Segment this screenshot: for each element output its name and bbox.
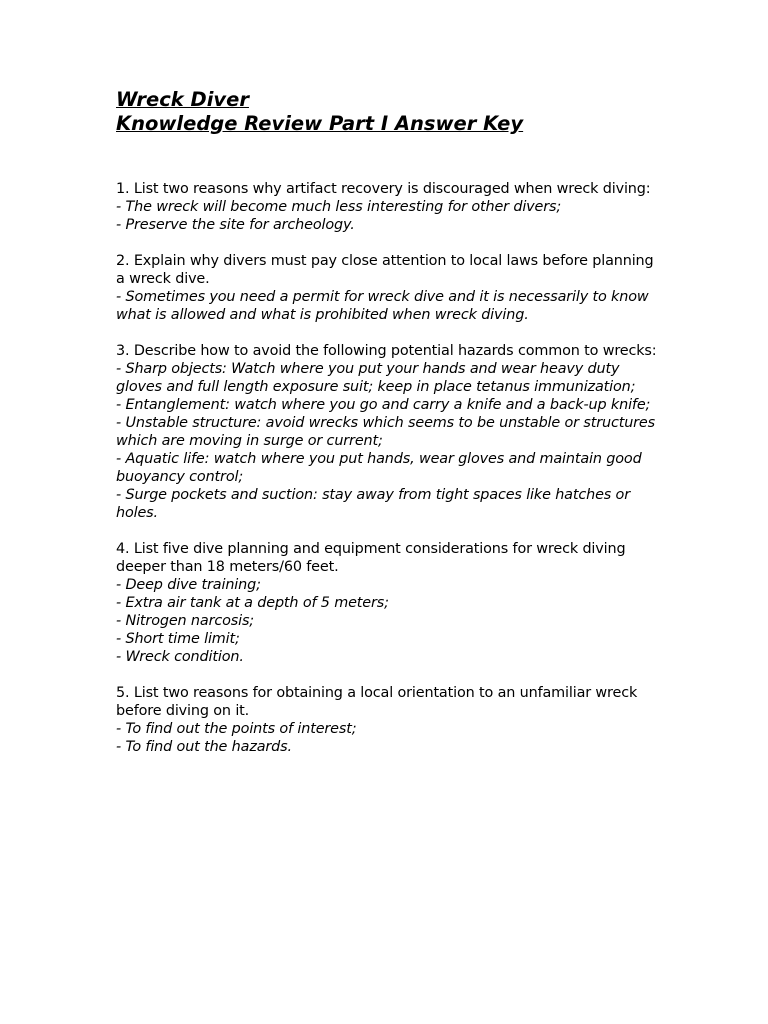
question-3-answer-4: - Aquatic life: watch where you put hands, wear gloves and maintain good buoyancy control; <box>116 451 642 485</box>
question-4 <box>116 540 661 666</box>
question-5 <box>116 684 661 756</box>
question-1 <box>116 180 661 234</box>
question-4-answer-2: - Extra air tank at a depth of 5 meters; <box>116 595 389 611</box>
question-5-answer-2: - To find out the hazards. <box>116 739 292 755</box>
question-3-text: 3. Describe how to avoid the following potential hazards common to wrecks: <box>116 343 657 359</box>
question-1-answer-2: - Preserve the site for archeology. <box>116 217 355 233</box>
question-5-text: 5. List two reasons for obtaining a local orientation to an unfamiliar wreck before diving on it. <box>116 685 638 719</box>
question-1-answer-1: - The wreck will become much less interesting for other divers; <box>116 199 562 215</box>
question-2-text: 2. Explain why divers must pay close attention to local laws before planning a wreck dive. <box>116 253 654 287</box>
document-title <box>116 88 661 136</box>
question-4-text: 4. List five dive planning and equipment considerations for wreck diving deeper than 18 meters/60 feet. <box>116 541 626 575</box>
question-3-answer-1: - Sharp objects: Watch where you put your hands and wear heavy duty gloves and full length exposure suit; keep in place tetanus immunization; <box>116 361 636 395</box>
question-4-answer-1: - Deep dive training; <box>116 577 261 593</box>
question-2 <box>116 252 661 324</box>
question-4-answer-5: - Wreck condition. <box>116 649 244 665</box>
question-1-text: 1. List two reasons why artifact recovery is discouraged when wreck diving: <box>116 181 651 197</box>
question-3-answer-5: - Surge pockets and suction: stay away from tight spaces like hatches or holes. <box>116 487 630 521</box>
question-5-answer-1: - To find out the points of interest; <box>116 721 357 737</box>
question-4-answer-4: - Short time limit; <box>116 631 240 647</box>
title-line-2: Knowledge Review Part I Answer Key <box>116 112 524 135</box>
question-3-answer-3: - Unstable structure: avoid wrecks which seems to be unstable or structures which are moving in surge or current; <box>116 415 655 449</box>
document-page <box>116 88 661 774</box>
question-4-answer-3: - Nitrogen narcosis; <box>116 613 254 629</box>
question-2-answer-1: - Sometimes you need a permit for wreck dive and it is necessarily to know what is allowed and what is prohibited when wreck diving. <box>116 289 649 323</box>
title-line-1: Wreck Diver <box>116 88 249 111</box>
question-3-answer-2: - Entanglement: watch where you go and carry a knife and a back-up knife; <box>116 397 651 413</box>
question-list <box>116 180 661 756</box>
question-3 <box>116 342 661 522</box>
